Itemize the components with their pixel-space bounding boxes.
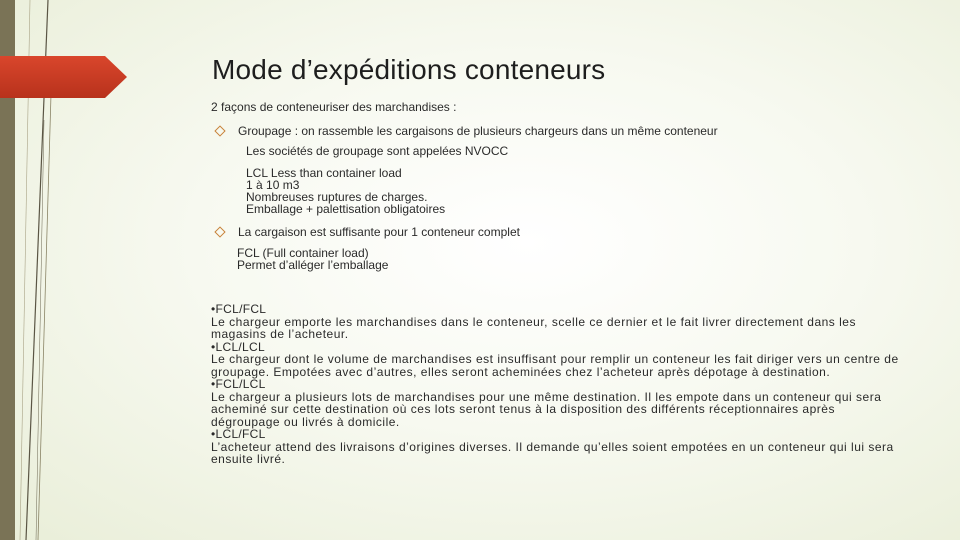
mode-line: ensuite livré. bbox=[211, 452, 286, 466]
bullet-groupage bbox=[214, 124, 718, 138]
bullet-complet bbox=[214, 225, 520, 239]
mode-label: •FCL/FCL bbox=[211, 302, 267, 316]
page-title: Mode d’expéditions conteneurs bbox=[212, 54, 606, 85]
intro-text: 2 façons de conteneuriser des marchandises : bbox=[211, 100, 457, 114]
detail-line: Permet d’alléger l’emballage bbox=[237, 258, 389, 272]
mode-lcl-fcl bbox=[211, 428, 901, 466]
mode-fcl-lcl bbox=[211, 378, 901, 428]
mode-label: •LCL/FCL bbox=[211, 427, 266, 441]
detail-line: FCL (Full container load) bbox=[237, 246, 369, 260]
mode-line: L’acheteur attend des livraisons d’origines diverses. Il demande qu’elles soient empotées en un conteneur qui lui sera bbox=[211, 439, 894, 454]
complet-details bbox=[237, 247, 388, 271]
detail-line: 1 à 10 m3 bbox=[246, 178, 300, 192]
mode-line: acheminé sur cette destination où ces lots seront tenus à la disposition des différents réceptionnaires après bbox=[211, 402, 835, 416]
mode-label: •LCL/LCL bbox=[211, 339, 265, 354]
detail-line: Emballage + palettisation obligatoires bbox=[246, 202, 446, 216]
diamond-bullet-icon bbox=[214, 226, 225, 237]
mode-line: Le chargeur dont le volume de marchandises est insuffisant pour remplir un conteneur les fait diriger vers un centre de bbox=[211, 352, 899, 366]
detail-line: LCL Less than container load bbox=[246, 166, 402, 180]
detail-line: Nombreuses ruptures de charges. bbox=[246, 190, 428, 204]
stripe-line bbox=[38, 60, 52, 540]
diamond-bullet-icon bbox=[214, 125, 225, 136]
modes-section bbox=[211, 303, 901, 466]
note-line: Les sociétés de groupage sont appelées NVOCC bbox=[246, 144, 509, 158]
mode-lcl-lcl bbox=[211, 341, 901, 379]
mode-line: groupage. Empotées avec d’autres, elles seront acheminées chez l’acheteur après dépotage à destination. bbox=[211, 364, 831, 379]
bullet-note bbox=[246, 145, 508, 157]
mode-line: Le chargeur emporte les marchandises dans le conteneur, scelle ce dernier et le fait livrer directement dans les bbox=[211, 314, 856, 329]
title-accent-tab bbox=[0, 56, 127, 98]
bullet-label: La cargaison est suffisante pour 1 conteneur complet bbox=[238, 225, 520, 239]
mode-line: magasins de l’acheteur. bbox=[211, 327, 349, 341]
mode-label: •FCL/LCL bbox=[211, 377, 266, 391]
mode-line: dégroupage ou livrés à domicile. bbox=[211, 414, 400, 429]
mode-line: Le chargeur a plusieurs lots de marchandises pour une même destination. Il les empote dans un conteneur qui sera bbox=[211, 389, 882, 404]
mode-fcl-fcl bbox=[211, 303, 901, 341]
groupage-details bbox=[246, 167, 445, 215]
bullet-label: Groupage : on rassemble les cargaisons de plusieurs chargeurs dans un même conteneur bbox=[238, 124, 718, 138]
